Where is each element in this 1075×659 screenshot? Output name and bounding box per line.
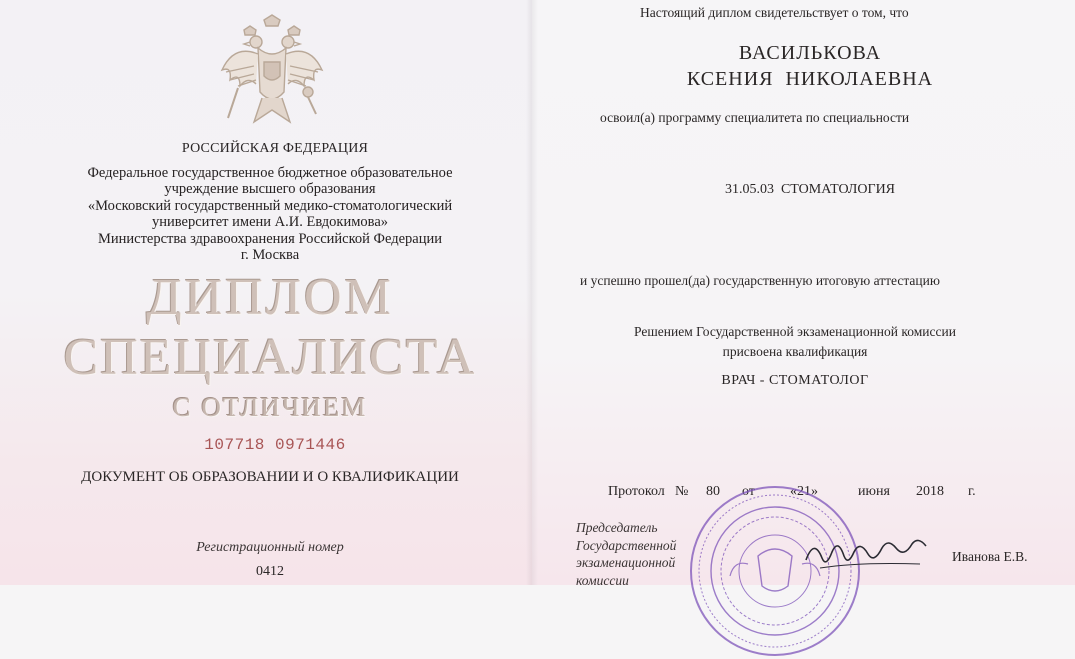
protocol-year: 2018	[916, 484, 944, 499]
attestation-passed-line: и успешно прошел(да) государственную итоговую аттестацию	[580, 273, 940, 288]
protocol-year-suffix: г.	[968, 484, 976, 499]
institution-name	[60, 165, 480, 263]
protocol-month: июня	[858, 484, 890, 499]
diploma-title: ДИПЛОМ	[146, 269, 394, 326]
decision-line: присвоена квалификация	[722, 344, 868, 359]
institution-line: Федеральное государственное бюджетное образовательное	[87, 165, 453, 181]
graduate-given-names: КСЕНИЯ НИКОЛАЕВНА	[686, 68, 934, 90]
specialty: 31.05.03 СТОМАТОЛОГИЯ	[724, 182, 896, 197]
chair-line: Председатель	[576, 520, 658, 535]
commission-decision	[600, 322, 990, 362]
handwritten-signature-icon	[800, 530, 940, 580]
federation-label: РОССИЙСКАЯ ФЕДЕРАЦИЯ	[181, 141, 369, 156]
serial-number: 107718 0971446	[204, 436, 346, 454]
institution-line: университет имени А.И. Евдокимова»	[151, 214, 389, 231]
institution-line: учреждение высшего образования	[164, 181, 376, 198]
institution-line: «Московский государственный медико-стоматологический	[87, 197, 453, 214]
graduate-surname: ВАСИЛЬКОВА	[738, 42, 882, 64]
attestation-line: Настоящий диплом свидетельствует о том, что	[640, 5, 909, 20]
institution-line: Министерства здравоохранения Российской Федерации	[97, 230, 443, 247]
registration-label: Регистрационный номер	[196, 540, 344, 555]
qualification: ВРАЧ - СТОМАТОЛОГ	[721, 373, 869, 388]
protocol-from: от	[742, 484, 755, 499]
program-line: освоил(а) программу специалитета по специальности	[600, 110, 910, 125]
protocol-label: Протокол	[608, 484, 665, 499]
chair-name: Иванова Е.В.	[952, 549, 1028, 564]
protocol-day: «21»	[790, 484, 818, 499]
protocol-number-sign: №	[675, 484, 689, 499]
chair-line: экзаменационной комиссии	[576, 555, 676, 588]
chair-line: Государственной	[576, 537, 677, 553]
institution-line: г. Москва	[240, 247, 300, 264]
protocol-number: 80	[706, 484, 720, 499]
decision-line: Решением Государственной экзаменационной комиссии	[634, 324, 956, 339]
diploma-subtitle: СПЕЦИАЛИСТА	[63, 329, 477, 386]
coat-of-arms-emblem-icon	[216, 14, 328, 134]
page-fold	[526, 0, 538, 585]
registration-number: 0412	[256, 564, 284, 579]
honors-label: С ОТЛИЧИЕМ	[172, 392, 368, 422]
document-type: ДОКУМЕНТ ОБ ОБРАЗОВАНИИ И О КВАЛИФИКАЦИИ	[81, 469, 459, 485]
